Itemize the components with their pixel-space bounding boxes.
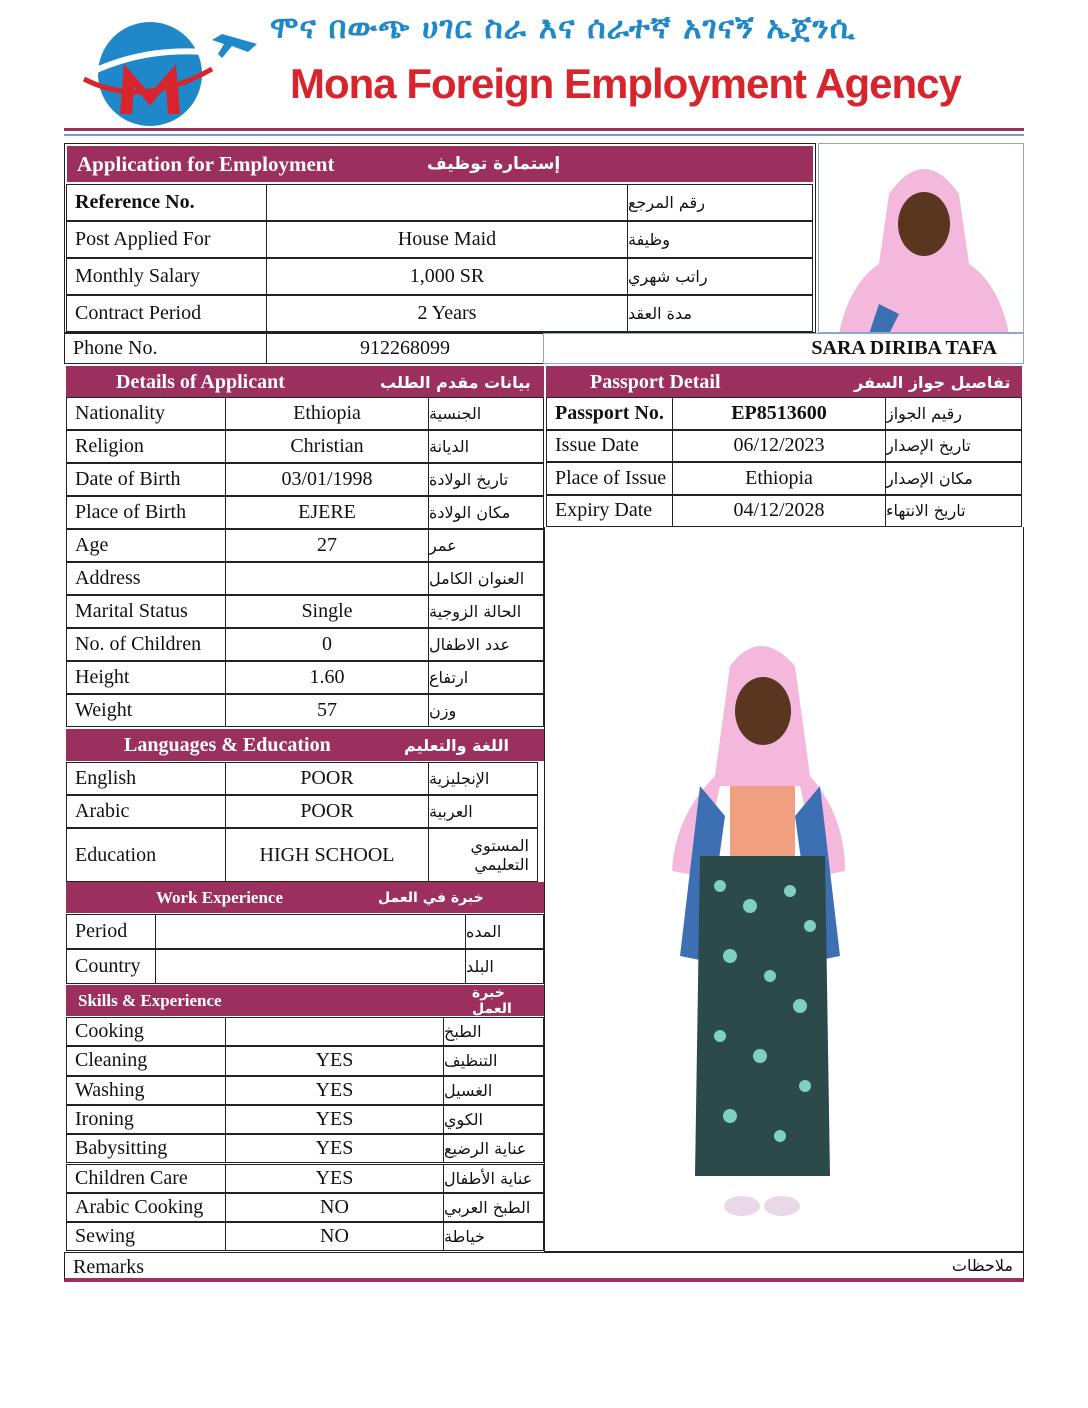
passport-row-value: Ethiopia xyxy=(672,462,886,495)
passport-row-value: 04/12/2028 xyxy=(672,495,886,528)
skill-row-value: NO xyxy=(225,1193,444,1222)
work-header xyxy=(66,882,544,913)
applicant-photo-small xyxy=(818,143,1024,333)
skill-row-value: YES xyxy=(225,1076,444,1105)
detail-row-label-ar: ارتفاع xyxy=(428,661,544,694)
skill-row-label-ar: الكوي xyxy=(443,1105,544,1134)
detail-row-value: 27 xyxy=(225,529,429,562)
detail-row-value: 03/01/1998 xyxy=(225,463,429,496)
work-row-label: Period xyxy=(66,914,156,949)
detail-row-value: 57 xyxy=(225,694,429,727)
skill-row-label-ar: عناية الأطفال xyxy=(443,1164,544,1193)
skill-row-value: YES xyxy=(225,1164,444,1193)
language-label: Arabic xyxy=(66,795,226,828)
passport-row-label-ar: تاريخ الانتهاء xyxy=(885,495,1022,528)
language-value: HIGH SCHOOL xyxy=(225,828,429,882)
application-row-value xyxy=(266,184,628,221)
detail-row-label-ar: عمر xyxy=(428,529,544,562)
details-title-ar: بيانات مقدم الطلب xyxy=(380,372,531,392)
skill-row-label: Arabic Cooking xyxy=(66,1193,226,1222)
detail-row-label: Marital Status xyxy=(66,595,226,628)
detail-row-label-ar: مكان الولادة xyxy=(428,496,544,529)
applicant-name: SARA DIRIBA TAFA xyxy=(543,333,1024,364)
application-header xyxy=(67,146,813,182)
skill-row-label: Cleaning xyxy=(66,1046,226,1075)
detail-row-label: Address xyxy=(66,562,226,595)
passport-title-en: Passport Detail xyxy=(590,370,721,393)
application-row-label-ar: راتب شهري xyxy=(627,258,813,295)
skill-row-label-ar: عناية الرضيع xyxy=(443,1134,544,1163)
detail-row-value: Ethiopia xyxy=(225,397,429,430)
skill-row-label: Babysitting xyxy=(66,1134,226,1163)
skill-row-label-ar: خياطة xyxy=(443,1222,544,1251)
detail-row-label: Religion xyxy=(66,430,226,463)
work-row-label-ar: البلد xyxy=(465,949,544,984)
skills-title-en: Skills & Experience xyxy=(78,990,222,1010)
passport-header xyxy=(546,366,1022,398)
work-row-label: Country xyxy=(66,949,156,984)
languages-title-ar: اللغة والتعليم xyxy=(404,735,509,755)
detail-row-value: Christian xyxy=(225,430,429,463)
passport-row-label-ar: رقيم الجواز xyxy=(885,397,1022,430)
skill-row-value: YES xyxy=(225,1105,444,1134)
details-title-en: Details of Applicant xyxy=(116,370,285,393)
language-label-ar: المستوي التعليمي xyxy=(428,828,538,882)
application-title-ar: إستمارة توظيف xyxy=(427,154,561,174)
detail-row-label-ar: العنوان الكامل xyxy=(428,562,544,595)
work-row-value xyxy=(155,949,466,984)
language-value: POOR xyxy=(225,795,429,828)
skill-row-label: Sewing xyxy=(66,1222,226,1251)
agency-amharic-name: ሞና በውጭ ሀገር ስራ እና ሰራተኛ አገናኝ ኤጀንሲ xyxy=(270,10,856,46)
language-label-ar: الإنجليزية xyxy=(428,762,538,795)
skills-header xyxy=(66,985,544,1016)
languages-header xyxy=(66,729,544,761)
skill-row-label: Children Care xyxy=(66,1164,226,1193)
detail-row-label: Weight xyxy=(66,694,226,727)
language-label: English xyxy=(66,762,226,795)
passport-row-label: Passport No. xyxy=(546,397,673,430)
remarks-label-ar: ملاحظات xyxy=(951,1256,1013,1275)
languages-title-en: Languages & Education xyxy=(124,733,331,756)
detail-row-value xyxy=(225,562,429,595)
detail-row-label-ar: تاريخ الولادة xyxy=(428,463,544,496)
application-row-label: Contract Period xyxy=(66,295,267,332)
application-row-label-ar: مدة العقد xyxy=(627,295,813,332)
details-header xyxy=(66,366,544,398)
language-label-ar: العربية xyxy=(428,795,538,828)
header-divider xyxy=(64,128,1024,131)
skill-row-label-ar: الطبخ العربي xyxy=(443,1193,544,1222)
detail-row-label: No. of Children xyxy=(66,628,226,661)
application-row-label-ar: رقم المرجع xyxy=(627,184,813,221)
skill-row-label-ar: الغسيل xyxy=(443,1076,544,1105)
application-row-label: Reference No. xyxy=(66,184,267,221)
work-row-value xyxy=(155,914,466,949)
skill-row-label: Cooking xyxy=(66,1017,226,1046)
agency-logo xyxy=(72,14,262,129)
passport-title-ar: تفاصيل جواز السفر xyxy=(854,372,1011,392)
remarks-row xyxy=(64,1252,1024,1282)
remarks-label: Remarks xyxy=(73,1256,145,1278)
language-value: POOR xyxy=(225,762,429,795)
detail-row-label: Height xyxy=(66,661,226,694)
application-row-label: Post Applied For xyxy=(66,221,267,258)
skill-row-label: Ironing xyxy=(66,1105,226,1134)
detail-row-value: Single xyxy=(225,595,429,628)
application-row-label-ar: وظيفة xyxy=(627,221,813,258)
language-label: Education xyxy=(66,828,226,882)
detail-row-value: 0 xyxy=(225,628,429,661)
application-row-label: Monthly Salary xyxy=(66,258,267,295)
passport-row-label-ar: مكان الإصدار xyxy=(885,462,1022,495)
detail-row-label-ar: عدد الاطفال xyxy=(428,628,544,661)
skill-row-value: NO xyxy=(225,1222,444,1251)
skill-row-value: YES xyxy=(225,1046,444,1075)
passport-row-value: 06/12/2023 xyxy=(672,430,886,463)
detail-row-label-ar: وزن xyxy=(428,694,544,727)
work-title-ar: خبرة في العمل xyxy=(378,889,484,906)
application-title-en: Application for Employment xyxy=(77,151,335,176)
work-title-en: Work Experience xyxy=(156,887,284,907)
passport-row-label-ar: تاريخ الإصدار xyxy=(885,430,1022,463)
detail-row-label-ar: الجنسية xyxy=(428,397,544,430)
application-row-value: 1,000 SR xyxy=(266,258,628,295)
skill-row-value: YES xyxy=(225,1134,444,1163)
phone-value: 912268099 xyxy=(266,333,544,364)
detail-row-label-ar: الديانة xyxy=(428,430,544,463)
detail-row-value: 1.60 xyxy=(225,661,429,694)
skill-row-label: Washing xyxy=(66,1076,226,1105)
skill-row-label-ar: التنظيف xyxy=(443,1046,544,1075)
detail-row-label: Date of Birth xyxy=(66,463,226,496)
detail-row-label-ar: الحالة الزوجية xyxy=(428,595,544,628)
application-row-value: House Maid xyxy=(266,221,628,258)
phone-label: Phone No. xyxy=(64,333,267,364)
detail-row-label: Nationality xyxy=(66,397,226,430)
detail-row-label: Age xyxy=(66,529,226,562)
passport-row-label: Place of Issue xyxy=(546,462,673,495)
passport-row-label: Issue Date xyxy=(546,430,673,463)
skill-row-label-ar: الطبخ xyxy=(443,1017,544,1046)
detail-row-label: Place of Birth xyxy=(66,496,226,529)
skill-row-value xyxy=(225,1017,444,1046)
passport-row-value: EP8513600 xyxy=(672,397,886,430)
header-divider-blue xyxy=(64,134,1024,136)
work-row-label-ar: المده xyxy=(465,914,544,949)
applicant-photo-full xyxy=(660,636,860,1232)
passport-row-label: Expiry Date xyxy=(546,495,673,528)
skills-title-ar: خبرة العمل xyxy=(472,984,512,1017)
application-row-value: 2 Years xyxy=(266,295,628,332)
detail-row-value: EJERE xyxy=(225,496,429,529)
agency-english-name: Mona Foreign Employment Agency xyxy=(290,60,961,107)
